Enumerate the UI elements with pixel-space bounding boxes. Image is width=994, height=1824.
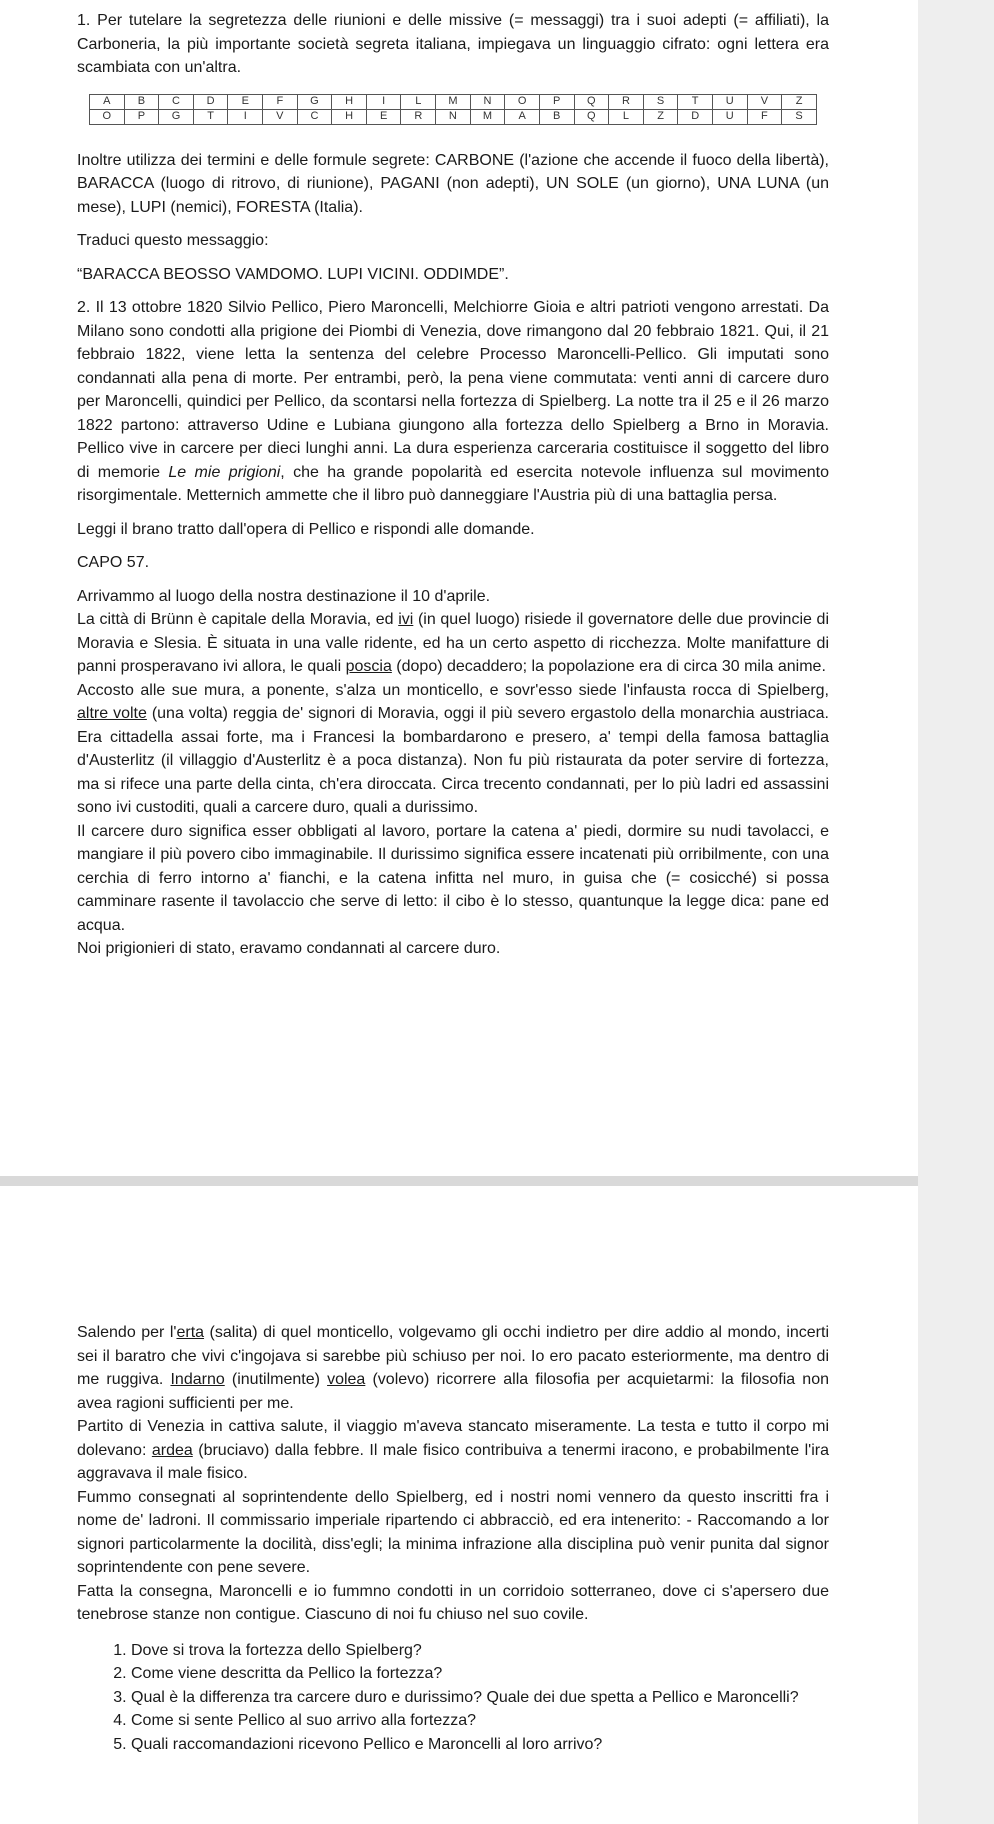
question-item: 3. Qual è la differenza tra carcere duro e durissimo? Quale dei due spetta a Pellico e Maroncelli? [131, 1686, 829, 1710]
city-text-1: La città di Brünn è capitale della Moravia, ed [77, 611, 399, 628]
cipher-plain-letter: A [90, 94, 125, 109]
cipher-code-letter: C [297, 109, 332, 124]
glossed-word-erta: erta [176, 1324, 205, 1341]
cipher-code-letter: P [124, 109, 159, 124]
page-1-content [77, 9, 829, 961]
cipher-code-letter: I [228, 109, 263, 124]
cipher-plain-letter: M [436, 94, 471, 109]
cipher-plain-letter: B [124, 94, 159, 109]
climb-text-1: Salendo per l' [77, 1324, 177, 1341]
health-text-1: Partito di Venezia in cattiva salute, il viaggio m'aveva stancato miseramente. La testa e tutto il corpo mi dolevano: [77, 1418, 829, 1459]
cipher-code-letter: Z [643, 109, 678, 124]
climb-text-2: (salita) di quel monticello, volgevamo gli occhi indietro per dire addio al mondo, incerti sei il baratro che vivi c'ingojava si sarebbe più schiuso per noi. Io ero pacato esteriormente, ma dentro di me ruggiva. [77, 1324, 829, 1388]
cipher-plain-letter: R [609, 94, 644, 109]
exercise-2-intro [77, 296, 829, 508]
city-text-2: (in quel luogo) risiede il governatore delle due provincie di Moravia e Slesia. È situata in una valle ridente, ed ha un certo aspetto di ricchezza. Molte manifatture di panni prosperavano ivi allora, le quali [77, 611, 830, 675]
cipher-plain-letter: T [678, 94, 713, 109]
cipher-plain-letter: E [228, 94, 263, 109]
climb-text-3: (inutilmente) [224, 1371, 328, 1388]
cipher-code-letter: D [678, 109, 713, 124]
paragraph-climb [77, 1321, 829, 1415]
cipher-code-letter: S [782, 109, 817, 124]
cipher-code-letter: U [712, 109, 747, 124]
cipher-code-letter: G [159, 109, 194, 124]
cipher-plain-letter: G [297, 94, 332, 109]
cipher-plain-letter: D [193, 94, 228, 109]
cipher-code-letter: T [193, 109, 228, 124]
paragraph-health [77, 1415, 829, 1486]
cipher-code-letter: F [747, 109, 782, 124]
page-2-content [77, 1321, 829, 1756]
exercise-2-instruction: Leggi il brano tratto dall'opera di Pellico e rispondi alle domande. [77, 520, 535, 538]
glossed-word-volea: volea [327, 1371, 366, 1388]
cipher-substitution-row [90, 109, 817, 124]
chapter-heading: CAPO 57. [77, 554, 150, 571]
book-title: Le mie prigioni [168, 463, 281, 481]
cipher-plain-row [90, 94, 817, 109]
paragraph-arrival: Arrivammo al luogo della nostra destinazione il 10 d'aprile. [77, 587, 491, 605]
question-item: 2. Come viene descritta da Pellico la fortezza? [131, 1662, 829, 1686]
paragraph-delivery: Fummo consegnati al soprintendente dello Spielberg, ed i nostri nomi vennero da questo inscritti fra i nome de' ladroni. Il commissario imperiale ripartendo ci abbracciò, ed era intenerito: - Raccomando a lor signori particolarmente la docilità, diss'egli; la minima infrazione alla disciplina può venir punita dal signor soprintendente con pene severe. [77, 1488, 829, 1576]
cipher-plain-letter: S [643, 94, 678, 109]
cipher-plain-letter: I [366, 94, 401, 109]
glossed-word-ardea: ardea [151, 1441, 193, 1459]
cipher-code-letter: R [401, 109, 436, 124]
cipher-plain-letter: N [470, 94, 505, 109]
cipher-code-letter: B [539, 109, 574, 124]
cipher-code-letter: A [505, 109, 540, 124]
climb-text-4: (volevo) ricorrere alla filosofia per acquietarmi: la filosofia non avea ragioni sufficienti per me. [77, 1371, 830, 1412]
health-text-2: (bruciavo) dalla febbre. Il male fisico contribuiva a tenermi iracono, e probabilmente l'ira aggravava il male fisico. [77, 1441, 829, 1482]
paragraph-hill [77, 679, 829, 820]
paragraph-prison-types: Il carcere duro significa esser obbligati al lavoro, portare la catena a' piedi, dormire su nudi tavolacci, e mangiare il più povero cibo immaginabile. Il durissimo significa essere incatenati più orribilmente, con una cerchia di ferro intorno a' fianchi, e la catena infitta nel muro, in guisa che (= cosicché) si possa camminare rasente il tavolaccio che serve di letto: il cibo è lo stesso, quantunque la legge dica: pane ed acqua. [77, 822, 829, 934]
paragraph-city [77, 608, 829, 679]
cipher-code-letter: V [263, 109, 298, 124]
glossed-word-ivi: ivi [398, 611, 414, 628]
paragraph-state-prisoners: Noi prigionieri di stato, eravamo condannati al carcere duro. [77, 940, 501, 957]
cipher-plain-letter: P [539, 94, 574, 109]
glossed-word-poscia: poscia [345, 658, 392, 675]
question-item: 1. Dove si trova la fortezza dello Spielberg? [131, 1639, 829, 1663]
hill-text-1: Accosto alle sue mura, a ponente, s'alza un monticello, e sovr'esso siede l'infausta rocca di Spielberg, [77, 681, 829, 699]
cipher-plain-letter: Z [782, 94, 817, 109]
questions-list [105, 1639, 829, 1757]
cipher-code-letter: M [470, 109, 505, 124]
hill-text-2: (una volta) reggia de' signori di Moravia, oggi il più severo ergastolo della monarchia austriaca. Era cittadella assai forte, ma i Francesi la bombardarono e presero, a' tempi della famosa battaglia d'Austerlitz (il villaggio d'Austerlitz è a poca distanza). Non fu più ristaurata da poter servire di fortezza, ma si rifece una parte della cinta, ch'era diroccata. Circa trecento condannati, per lo più ladri ed assassini sono ivi custoditi, quali a carcere duro, quali a durissimo. [77, 705, 829, 816]
cipher-code-letter: L [609, 109, 644, 124]
cipher-plain-letter: O [505, 94, 540, 109]
question-item: 4. Come si sente Pellico al suo arrivo alla fortezza? [131, 1709, 829, 1733]
glossed-word-indarno: Indarno [170, 1371, 225, 1388]
exercise-1-instruction: Traduci questo messaggio: [77, 232, 269, 249]
exercise-2-intro-text-end: , che ha grande popolarità ed esercita notevole influenza sul movimento risorgimentale. Metternich ammette che il libro può danneggiare l'Austria più di una battaglia persa. [77, 463, 830, 504]
cipher-code-letter: Q [574, 109, 609, 124]
exercise-1-terms: Inoltre utilizza dei termini e delle formule segrete: CARBONE (l'azione che accende il fuoco della libertà), BARACCA (luogo di ritrovo, di riunione), PAGANI (non adepti), UN SOLE (un giorno), UNA LUNA (un mese), LUPI (nemici), FORESTA (Italia). [77, 151, 829, 216]
cipher-table [89, 94, 817, 125]
exercise-1-message: “BARACCA BEOSSO VAMDOMO. LUPI VICINI. ODDIMDE”. [77, 265, 509, 283]
cipher-code-letter: O [90, 109, 125, 124]
exercise-1-intro: 1. Per tutelare la segretezza delle riunioni e delle missive (= messaggi) tra i suoi adepti (= affiliati), la Carboneria, la più importante società segreta italiana, impiegava un linguaggio cifrato: ogni lettera era scambiata con un'altra. [77, 12, 829, 76]
cipher-plain-letter: V [747, 94, 782, 109]
cipher-code-letter: E [366, 109, 401, 124]
cipher-plain-letter: C [159, 94, 194, 109]
cipher-plain-letter: H [332, 94, 367, 109]
cipher-plain-letter: Q [574, 94, 609, 109]
cipher-plain-letter: F [263, 94, 298, 109]
cipher-code-letter: H [332, 109, 367, 124]
paragraph-cells: Fatta la consegna, Maroncelli e io fummno condotti in un corridoio sotterraneo, dove ci s'apersero due tenebrose stanze non contigue. Ciascuno di noi fu chiuso nel suo covile. [77, 1582, 829, 1623]
document-page-2 [0, 1186, 918, 1824]
cipher-plain-letter: L [401, 94, 436, 109]
exercise-2-intro-text: 2. Il 13 ottobre 1820 Silvio Pellico, Piero Maroncelli, Melchiorre Gioia e altri patrioti vengono arrestati. Da Milano sono condotti alla prigione dei Piombi di Venezia, dove rimangono dal 20 febbraio 1821. Qui, il 21 febbraio 1822, viene letta la sentenza del celebre Processo Maroncelli-Pellico. Gli imputati sono condannati alla pena di morte. Per entrambi, però, la pena viene commutata: venti anni di carcere duro per Maroncelli, quindici per Pellico, da scontarsi nella fortezza di Spielberg. La notte tra il 25 e il 26 marzo 1822 partono: attraverso Udine e Lubiana giungono alla fortezza dello Spielberg a Brno in Moravia. Pellico vive in carcere per dieci lunghi anni. La dura esperienza carceraria costituisce il soggetto del libro di memorie [77, 299, 829, 481]
city-text-3: (dopo) decaddero; la popolazione era di circa 30 mila anime. [391, 658, 826, 675]
glossed-word-altre-volte: altre volte [77, 705, 147, 722]
page-separator [0, 1176, 918, 1186]
question-item: 5. Quali raccomandazioni ricevono Pellico e Maroncelli al loro arrivo? [131, 1733, 829, 1757]
cipher-code-letter: N [436, 109, 471, 124]
cipher-plain-letter: U [712, 94, 747, 109]
